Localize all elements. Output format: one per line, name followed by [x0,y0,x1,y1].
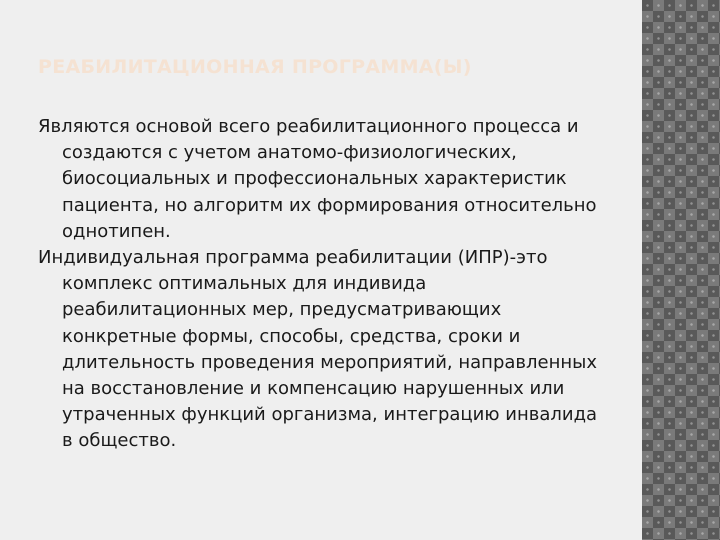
paragraph-ipr-definition: Индивидуальная программа реабилитации (ИПР)-это комплекс оптимальных для индивида реабилитационных мер, предусматривающих конкретные формы, способы, средства, сроки и длительность проведения мероприятий, направленных на восстановление и компенсацию нарушенных или утраченных функций организма, интеграцию инвалида в общество. [38,247,598,452]
slide-title: РЕАБИЛИТАЦИОННАЯ ПРОГРАММА(Ы) [38,56,472,78]
paragraph-rehab-programs: Являются основой всего реабилитационного процесса и создаются с учетом анатомо-физиологических, биосоциальных и профессиональных характеристик пациента, но алгоритм их формирования относительно однотипен. [38,116,597,242]
decorative-side-panel [642,0,720,540]
slide-body [38,114,598,455]
